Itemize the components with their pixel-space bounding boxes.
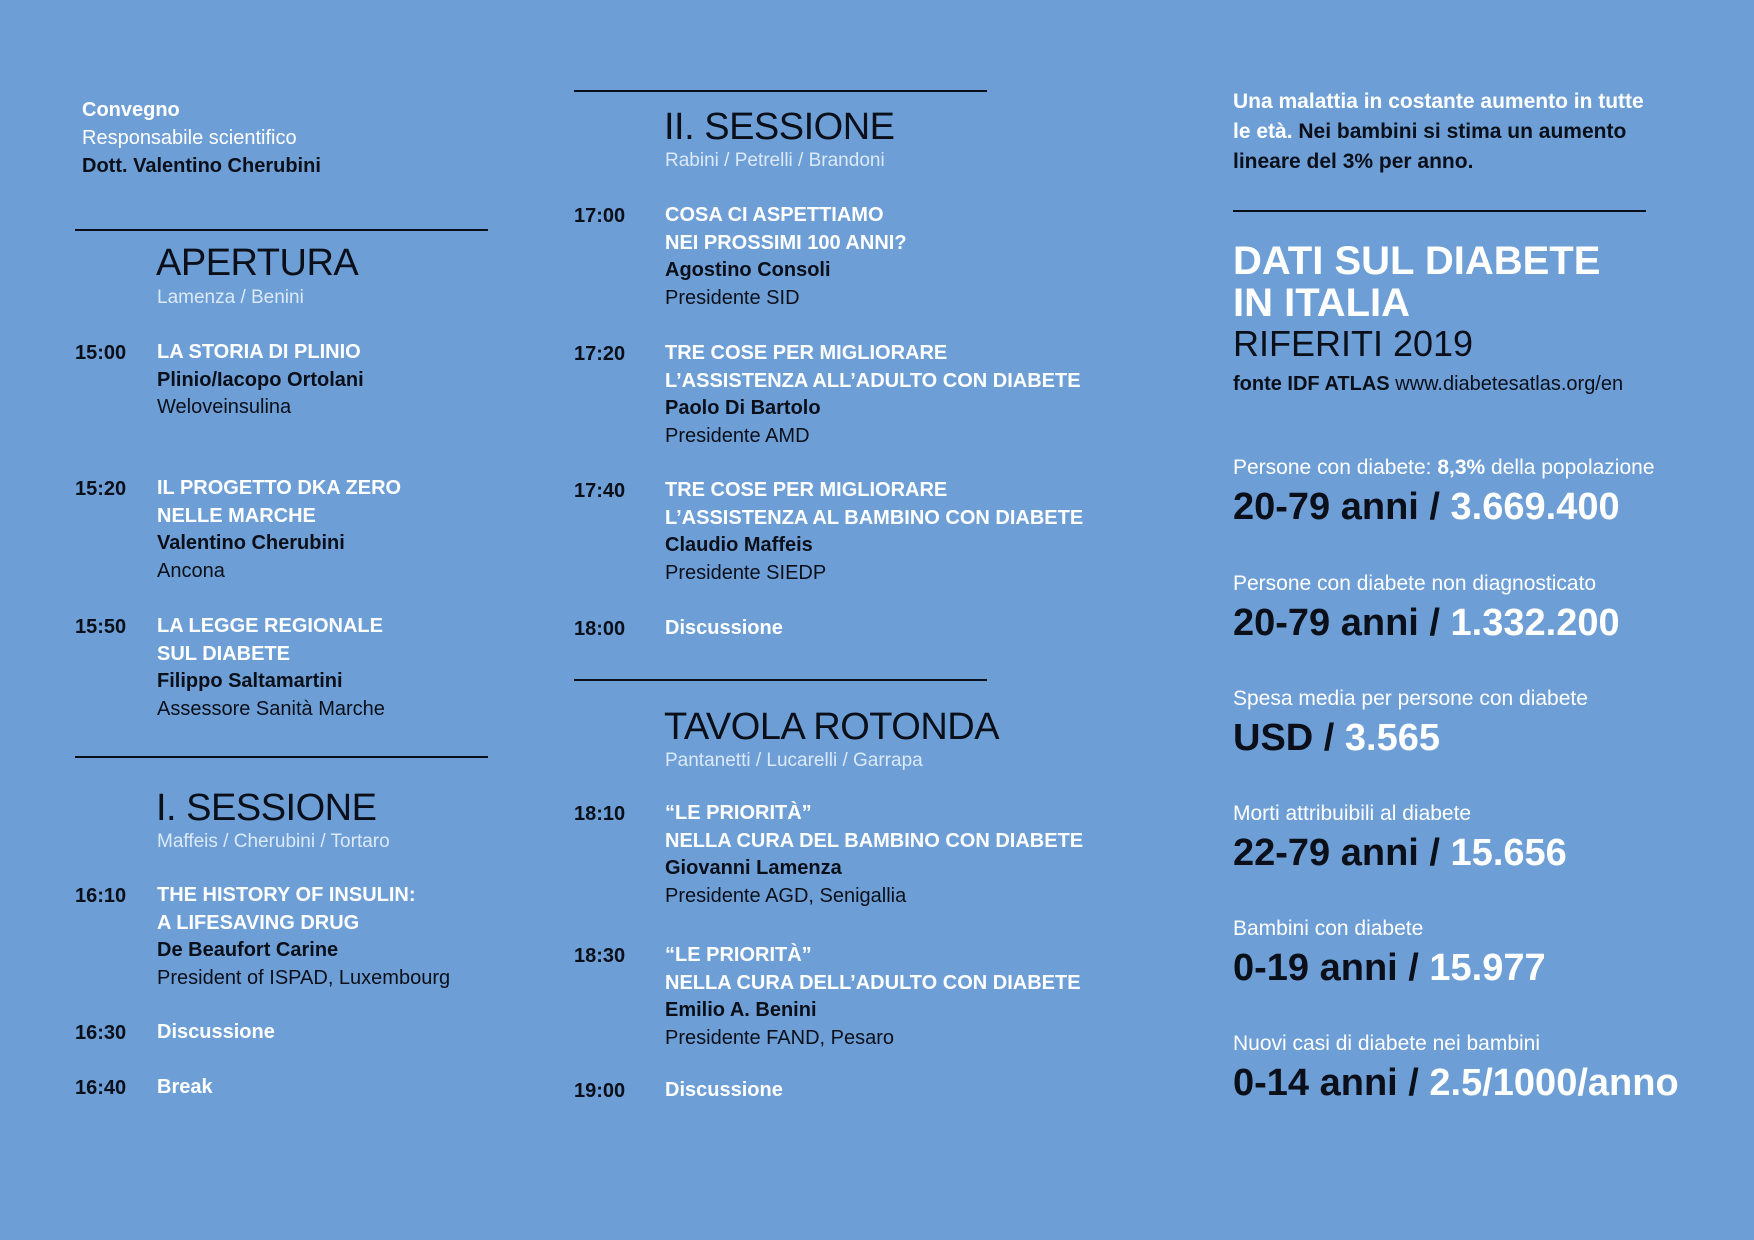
item-legge-regionale bbox=[157, 613, 497, 723]
stat-number: 3.565 bbox=[1344, 717, 1441, 759]
stat-prefix: 20-79 anni / bbox=[1233, 486, 1440, 528]
sessione2-title: II. SESSIONE bbox=[664, 106, 895, 148]
convegno-label: Convegno bbox=[82, 99, 180, 121]
dati-title-line1: DATI SUL DIABETE bbox=[1233, 239, 1601, 283]
stat-label-persone bbox=[1233, 456, 1655, 480]
tavola-subtitle: Pantanetti / Lucarelli / Garrapa bbox=[665, 750, 923, 771]
stat-label-text: Persone con diabete non diagnosticato bbox=[1233, 572, 1597, 595]
divider-sessione1 bbox=[75, 756, 488, 758]
stat-number: 2.5/1000/anno bbox=[1429, 1062, 1679, 1104]
time-1500: 15:00 bbox=[75, 342, 127, 364]
apertura-subtitle: Lamenza / Benini bbox=[157, 287, 304, 308]
item-title-2: L’ASSISTENZA AL BAMBINO CON DIABETE bbox=[665, 506, 1084, 529]
stat-value-bambini bbox=[1233, 947, 1546, 990]
item-priorita-adulto bbox=[665, 942, 1125, 1052]
stat-label-text: Persone con diabete: bbox=[1233, 456, 1432, 479]
item-title-2: NELLA CURA DEL BAMBINO CON DIABETE bbox=[665, 829, 1084, 852]
item-title-2: SUL DIABETE bbox=[157, 642, 290, 665]
item-role: Presidente SID bbox=[665, 286, 800, 309]
divider-tavola bbox=[574, 679, 987, 681]
item-break bbox=[157, 1074, 497, 1102]
time-1830: 18:30 bbox=[574, 945, 626, 967]
item-discussione-1900 bbox=[665, 1077, 1125, 1105]
item-priorita-bambino bbox=[665, 800, 1125, 910]
item-speaker: Paolo Di Bartolo bbox=[665, 397, 821, 419]
item-storia-plinio bbox=[157, 339, 497, 422]
time-1550: 15:50 bbox=[75, 616, 127, 638]
time-1610: 16:10 bbox=[75, 885, 127, 907]
dati-title-line2: IN ITALIA bbox=[1233, 281, 1411, 325]
item-role: Presidente FAND, Pesaro bbox=[665, 1026, 894, 1049]
stat-value-non-diagnosticato bbox=[1233, 602, 1620, 645]
stat-label-bambini bbox=[1233, 917, 1423, 941]
item-speaker: Filippo Saltamartini bbox=[157, 670, 343, 692]
item-speaker: Agostino Consoli bbox=[665, 259, 831, 281]
item-title-2: NELLE MARCHE bbox=[157, 504, 316, 527]
stat-label-text: Spesa media per persone con diabete bbox=[1233, 687, 1588, 710]
stat-prefix: 0-19 anni / bbox=[1233, 947, 1419, 989]
item-tre-cose-bambino bbox=[665, 477, 1125, 587]
stat-prefix: 22-79 anni / bbox=[1233, 832, 1440, 874]
item-role: Weloveinsulina bbox=[157, 396, 292, 418]
stat-label-percent: 8,3% bbox=[1437, 456, 1486, 479]
stat-label-nuovi-casi bbox=[1233, 1032, 1540, 1056]
tavola-title: TAVOLA ROTONDA bbox=[664, 706, 1000, 748]
stat-number: 15.977 bbox=[1429, 947, 1546, 989]
stat-prefix: 20-79 anni / bbox=[1233, 602, 1440, 644]
item-title: COSA CI ASPETTIAMO bbox=[665, 204, 884, 226]
stat-number: 15.656 bbox=[1450, 832, 1567, 874]
time-1630: 16:30 bbox=[75, 1022, 127, 1044]
dati-title bbox=[1233, 240, 1600, 324]
item-speaker: Giovanni Lamenza bbox=[665, 857, 842, 879]
time-1700: 17:00 bbox=[574, 205, 626, 227]
intro-statement-dark: Nei bambini si stima un aumento lineare del 3% per anno. bbox=[1233, 120, 1627, 173]
item-speaker: Valentino Cherubini bbox=[157, 532, 345, 554]
time-1810: 18:10 bbox=[574, 803, 626, 825]
item-role: Ancona bbox=[157, 559, 225, 582]
item-role: President of ISPAD, Luxembourg bbox=[157, 966, 451, 989]
item-title: TRE COSE PER MIGLIORARE bbox=[665, 479, 948, 501]
stat-label-spesa bbox=[1233, 687, 1588, 711]
item-role: Presidente AMD bbox=[665, 424, 810, 447]
item-role: Presidente AGD, Senigallia bbox=[665, 884, 907, 907]
time-1720: 17:20 bbox=[574, 343, 626, 365]
stat-label-non-diagnosticato bbox=[1233, 572, 1596, 596]
item-tre-cose-adulto bbox=[665, 340, 1125, 450]
divider-dati bbox=[1233, 210, 1646, 212]
time-1520: 15:20 bbox=[75, 478, 127, 500]
sessione1-subtitle: Maffeis / Cherubini / Tortaro bbox=[157, 831, 390, 852]
item-title: Discussione bbox=[665, 617, 783, 639]
item-discussione-1630 bbox=[157, 1019, 497, 1047]
item-title: LA LEGGE REGIONALE bbox=[157, 615, 383, 637]
item-cosa-aspettiamo bbox=[665, 202, 1125, 312]
item-title: “LE PRIORITÀ” bbox=[665, 802, 812, 824]
item-speaker: Emilio A. Benini bbox=[665, 999, 817, 1021]
item-title: “LE PRIORITÀ” bbox=[665, 944, 812, 966]
item-title: IL PROGETTO DKA ZERO bbox=[157, 477, 402, 499]
stat-label-text: Nuovi casi di diabete nei bambini bbox=[1233, 1032, 1541, 1055]
divider-sessione2 bbox=[574, 90, 987, 92]
stat-prefix: USD / bbox=[1233, 717, 1335, 759]
time-1740: 17:40 bbox=[574, 480, 626, 502]
stat-prefix: 0-14 anni / bbox=[1233, 1062, 1419, 1104]
item-role: Assessore Sanità Marche bbox=[157, 697, 385, 720]
stat-value-spesa bbox=[1233, 717, 1440, 760]
fonte-url: www.diabetesatlas.org/en bbox=[1395, 373, 1624, 395]
stat-label-text: Morti attribuibili al diabete bbox=[1233, 802, 1472, 825]
intro-statement-white: Una malattia in costante aumento in tutte le età. bbox=[1233, 90, 1644, 143]
sessione2-subtitle: Rabini / Petrelli / Brandoni bbox=[665, 150, 885, 171]
item-title: TRE COSE PER MIGLIORARE bbox=[665, 342, 948, 364]
divider-apertura bbox=[75, 229, 488, 231]
stat-value-persone bbox=[1233, 486, 1620, 529]
stat-number: 3.669.400 bbox=[1450, 486, 1620, 528]
item-discussione-1800 bbox=[665, 615, 1125, 643]
dati-subtitle: RIFERITI 2019 bbox=[1233, 323, 1474, 364]
stat-value-morti bbox=[1233, 832, 1567, 875]
intro-block bbox=[82, 96, 321, 180]
item-speaker: Plinio/Iacopo Ortolani bbox=[157, 368, 364, 391]
stat-number: 1.332.200 bbox=[1450, 602, 1620, 644]
intro-statement bbox=[1233, 87, 1653, 177]
fonte-label: fonte IDF ATLAS bbox=[1233, 373, 1390, 395]
stat-value-nuovi-casi bbox=[1233, 1062, 1679, 1105]
fonte-line bbox=[1233, 373, 1623, 396]
stat-label-text: Bambini con diabete bbox=[1233, 917, 1424, 940]
item-title-2: NEI PROSSIMI 100 ANNI? bbox=[665, 231, 907, 254]
responsabile-label: Responsabile scientifico bbox=[82, 127, 297, 149]
time-1640: 16:40 bbox=[75, 1077, 127, 1099]
stat-label-morti bbox=[1233, 802, 1471, 826]
apertura-title: APERTURA bbox=[156, 242, 359, 284]
item-title-2: L’ASSISTENZA ALL’ADULTO CON DIABETE bbox=[665, 369, 1081, 392]
time-1900: 19:00 bbox=[574, 1080, 626, 1102]
item-title-2: A LIFESAVING DRUG bbox=[157, 911, 360, 934]
item-title: Break bbox=[157, 1076, 213, 1098]
sessione1-title: I. SESSIONE bbox=[156, 787, 377, 829]
item-title-2: NELLA CURA DELL’ADULTO CON DIABETE bbox=[665, 971, 1081, 994]
stat-label-tail: della popolazione bbox=[1491, 456, 1655, 479]
responsabile-name: Dott. Valentino Cherubini bbox=[82, 155, 321, 177]
item-title: Discussione bbox=[157, 1021, 275, 1043]
item-history-insulin bbox=[157, 882, 517, 992]
time-1800: 18:00 bbox=[574, 618, 626, 640]
item-progetto-dka bbox=[157, 475, 497, 585]
item-title: Discussione bbox=[665, 1079, 783, 1101]
item-title: THE HISTORY OF INSULIN: bbox=[157, 884, 416, 906]
item-title: LA STORIA DI PLINIO bbox=[157, 341, 361, 363]
item-speaker: Claudio Maffeis bbox=[665, 534, 813, 556]
item-role: Presidente SIEDP bbox=[665, 561, 827, 584]
item-speaker: De Beaufort Carine bbox=[157, 939, 339, 961]
